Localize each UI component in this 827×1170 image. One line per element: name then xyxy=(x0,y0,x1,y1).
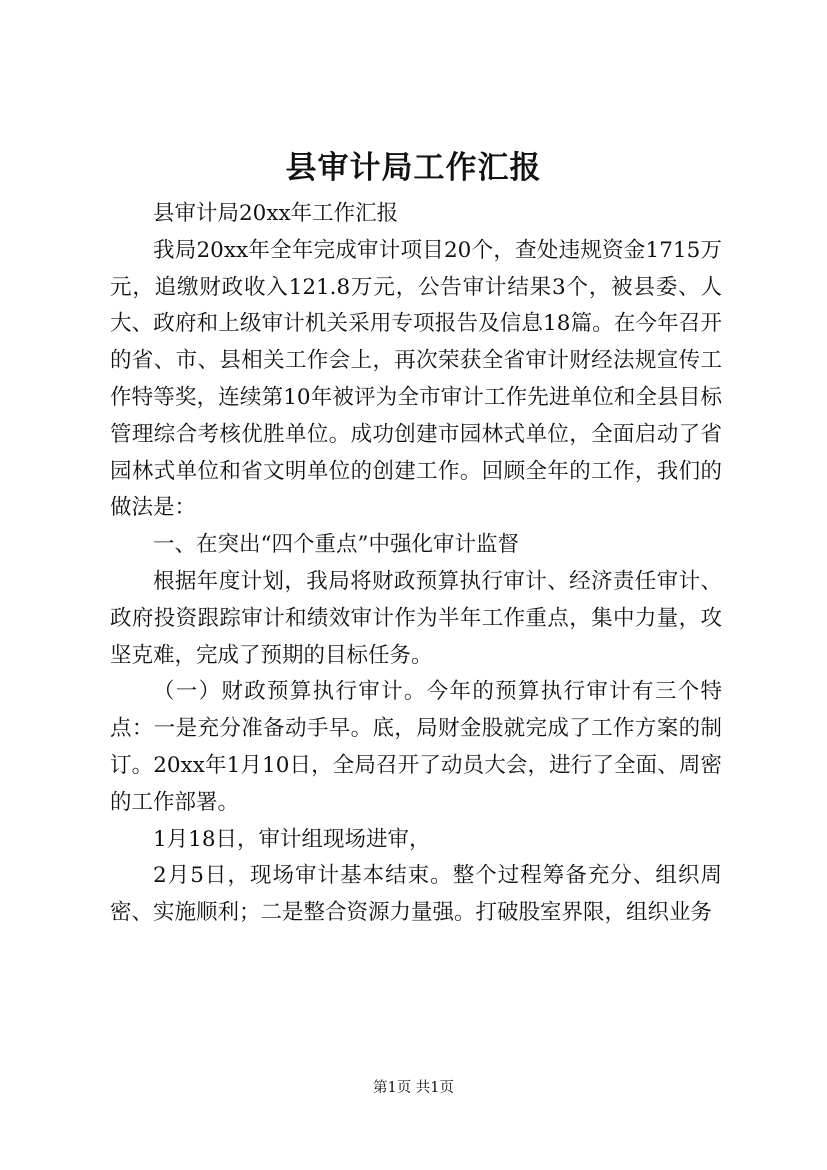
document-title: 县审计局工作汇报 xyxy=(285,150,542,186)
page-footer: 第1页 共1页 xyxy=(372,1080,455,1096)
document-body xyxy=(110,196,722,932)
paragraph-plan: 根据年度计划，我局将财政预算执行审计、经济责任审计、政府投资跟踪审计和绩效审计作为半年工作重点，集中力量，攻坚克难，完成了预期的目标任务。 xyxy=(110,568,722,668)
paragraph-budget-audit: （一）财政预算执行审计。今年的预算执行审计有三个特点：一是充分准备动手早。底，局财金股就完成了工作方案的制订。20xx年1月10日，全局召开了动员大会，进行了全面、周密的工作部署。 xyxy=(110,679,722,815)
section-heading-1: 一、在突出“四个重点”中强化审计监督 xyxy=(153,532,519,558)
paragraph-summary: 我局20xx年全年完成审计项目20个，查处违规资金1715万元，追缴财政收入121.8万元，公告审计结果3个，被县委、人大、政府和上级审计机关采用专项报告及信息18篇。在今年召开的省、市、县相关工作会上，再次荣获全省审计财经法规宣传工作特等奖，连续第10年被评为全市审计工作先进单位和全县目标管理综合考核优胜单位。成功创建市园林式单位，全面启动了省园林式单位和省文明单位的创建工作。回顾全年的工作，我们的做法是： xyxy=(110,237,722,521)
paragraph-subtitle: 县审计局20xx年工作汇报 xyxy=(153,201,399,226)
paragraph-feb-5: 2月5日，现场审计基本结束。整个过程筹备充分、组织周密、实施顺利；二是整合资源力量强。打破股室界限，组织业务 xyxy=(110,863,722,926)
paragraph-jan-18: 1月18日，审计组现场进审， xyxy=(153,826,431,852)
